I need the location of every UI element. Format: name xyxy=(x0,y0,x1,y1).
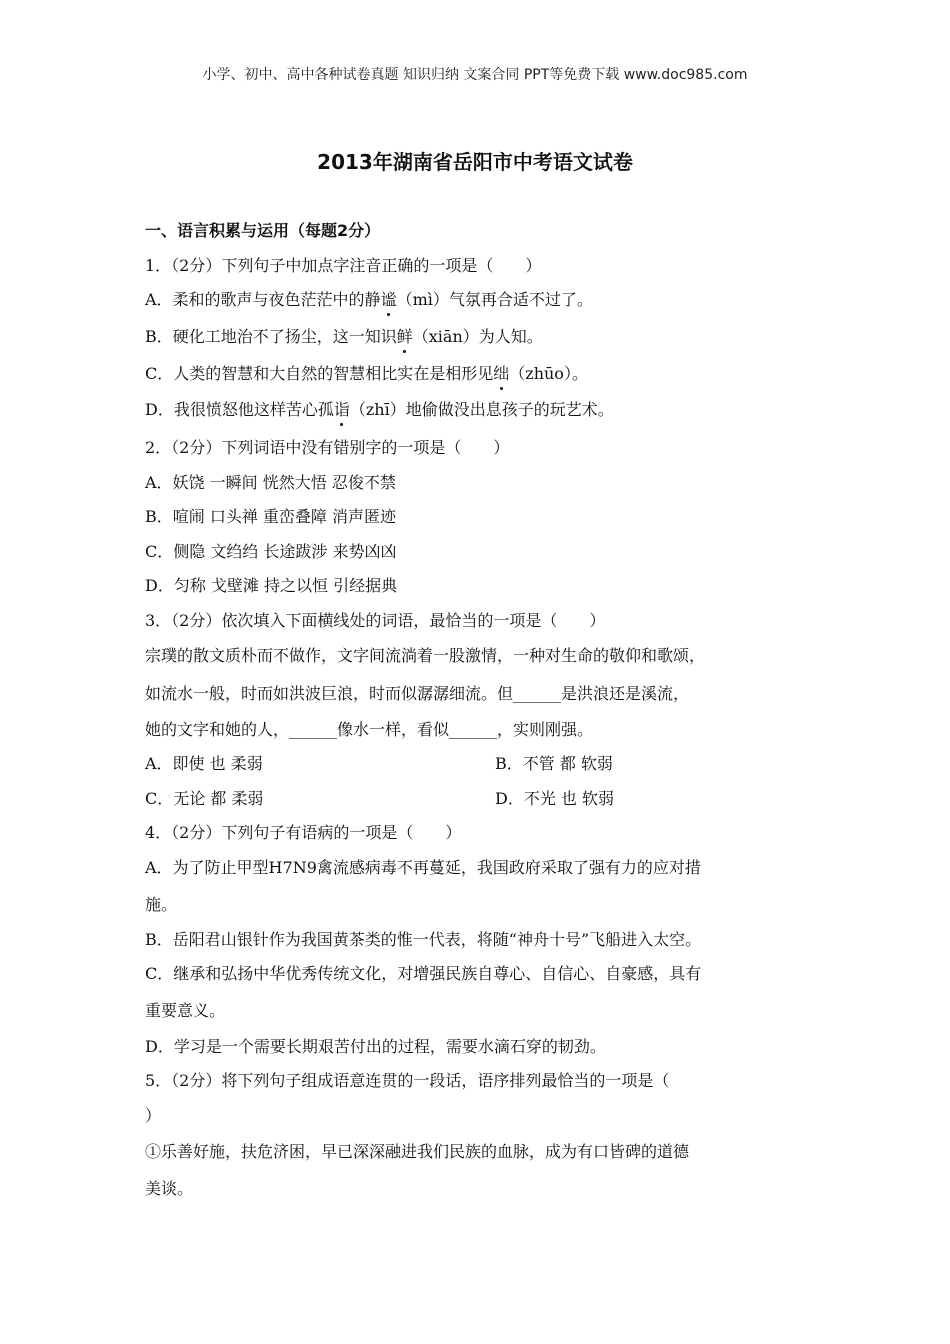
q2-stem: 2．（2分）下列词语中没有错别字的一项是（ ） xyxy=(145,438,510,457)
q1-option-c xyxy=(145,363,588,385)
q5-sentence-1: ①乐善好施，扶危济困，早已深深融进我们民族的血脉，成为有口皆碑的道德 xyxy=(145,1142,690,1161)
q3-stem: 3．（2分）依次填入下面横线处的词语，最恰当的一项是（ ） xyxy=(145,611,606,630)
q3-option-d: D．不光 也 软弱 xyxy=(495,789,615,808)
q1-b-pinyin: （xiān）为人知。 xyxy=(412,327,543,346)
q1-option-a xyxy=(145,289,593,311)
q1-a-pinyin: （mì）气氛再合适不过了。 xyxy=(396,290,593,309)
exam-title: 2013年湖南省岳阳市中考语文试卷 xyxy=(317,150,633,174)
q3-passage-line: 她的文字和她的人，______像水一样，看似______，实则刚强。 xyxy=(145,720,594,739)
q4-option-a-cont: 施。 xyxy=(145,895,178,914)
q4-option-c: C．继承和弘扬中华优秀传统文化，对增强民族自尊心、自信心、自豪感，具有 xyxy=(145,964,702,983)
q1-a-text: A．柔和的歌声与夜色茫茫中的静 xyxy=(145,290,381,309)
q1-d-pinyin: （zhī）地偷做没出息孩子的玩艺术。 xyxy=(349,400,614,419)
q1-d-text: D．我很愤怒他这样苦心孤 xyxy=(145,400,334,419)
q1-c-text: C．人类的智慧和大自然的智慧相比实在是相形见 xyxy=(145,364,494,383)
q3-passage-line: 宗璞的散文质朴而不做作，文字间流淌着一股激情，一种对生命的敬仰和歌颂， xyxy=(145,646,706,665)
q4-option-b: B．岳阳君山银针作为我国黄茶类的惟一代表，将随“神舟十号”飞船进入太空。 xyxy=(145,930,702,949)
q4-stem: 4．（2分）下列句子有语病的一项是（ ） xyxy=(145,823,462,842)
q2-option-b: B．喧闹 口头禅 重峦叠障 消声匿迹 xyxy=(145,507,397,526)
q4-option-d: D．学习是一个需要长期艰苦付出的过程，需要水滴石穿的韧劲。 xyxy=(145,1037,606,1056)
q3-option-a: A．即使 也 柔弱 xyxy=(145,754,263,773)
q1-stem: 1．（2分）下列句子中加点字注音正确的一项是（ ） xyxy=(145,256,542,275)
q2-option-c: C．侧隐 文绉绉 长途跋涉 来势凶凶 xyxy=(145,542,397,561)
q1-option-b xyxy=(145,326,543,348)
q5-stem: 5．（2分）将下列句子组成语意连贯的一段话，语序排列最恰当的一项是（ xyxy=(145,1071,670,1090)
q1-option-d xyxy=(145,399,614,421)
q1-c-dotted-char: 绌 xyxy=(493,364,510,383)
q1-c-pinyin: （zhūo）。 xyxy=(509,364,588,383)
q1-b-text: B．硬化工地治不了扬尘，这一知识 xyxy=(145,327,397,346)
q4-option-c-cont: 重要意义。 xyxy=(145,1001,226,1020)
q5-sentence-1-cont: 美谈。 xyxy=(145,1179,194,1198)
q4-option-a: A．为了防止甲型H7N9禽流感病毒不再蔓延，我国政府采取了强有力的应对措 xyxy=(145,858,701,877)
q1-d-dotted-char: 诣 xyxy=(333,400,350,419)
section-heading: 一、语言积累与运用（每题2分） xyxy=(145,221,381,240)
q3-passage-line: 如流水一般，时而如洪波巨浪，时而似潺潺细流。但______是洪浪还是溪流， xyxy=(145,684,690,703)
q2-option-a: A．妖饶 一瞬间 恍然大悟 忍俊不禁 xyxy=(145,473,396,492)
q2-option-d: D．匀称 戈壁滩 持之以恒 引经据典 xyxy=(145,576,398,595)
page-header: 小学、初中、高中各种试卷真题 知识归纳 文案合同 PPT等免费下载 www.doc985.com xyxy=(202,67,748,83)
q3-option-c: C．无论 都 柔弱 xyxy=(145,789,264,808)
q5-stem-cont: ） xyxy=(145,1106,162,1125)
q1-a-dotted-char: 谧 xyxy=(380,290,397,309)
q3-option-b: B．不管 都 软弱 xyxy=(495,754,613,773)
q1-b-dotted-char: 鲜 xyxy=(396,327,413,346)
